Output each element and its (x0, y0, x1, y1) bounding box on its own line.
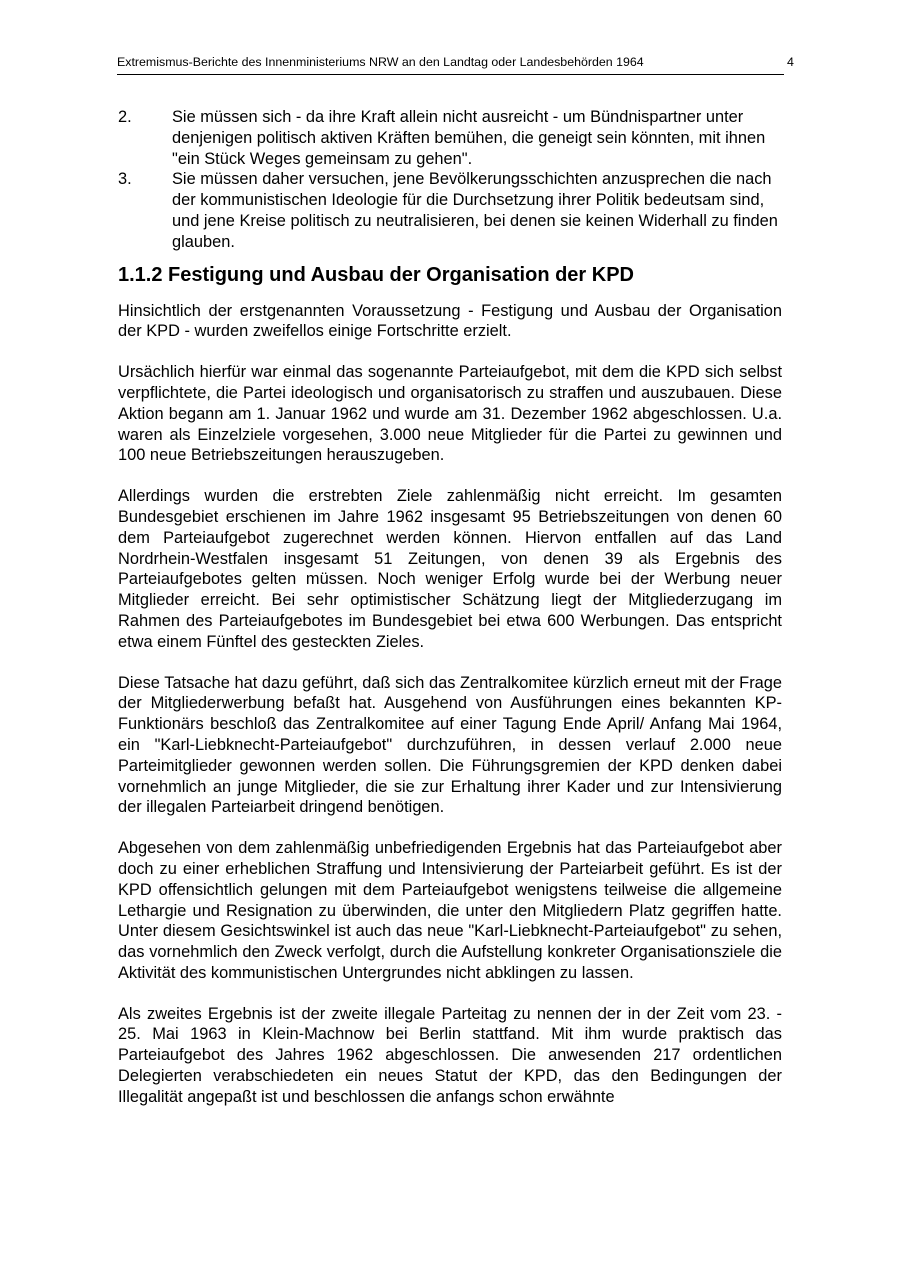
paragraph: Diese Tatsache hat dazu geführt, daß sich das Zentralkomitee kürzlich erneut mit der Frage der Mitgliederwerbung befaßt hat. Ausgehend von Ausführungen eines bekannten KP-Funktionärs beschloß das Zentralkomitee auf einer Tagung Ende April/ Anfang Mai 1964, ein "Karl-Liebknecht-Parteiaufgebot" durchzuführen, in dessen verlauf 2.000 neue Parteimitglieder gewonnen werden sollen. Die Führungsgremien der KPD denken dabei vornehmlich an junge Mitglieder, die sie zur Erhaltung ihrer Kader und zur Intensivierung der illegalen Parteiarbeit dringend benötigen. (118, 673, 782, 817)
paragraph: Ursächlich hierfür war einmal das sogenannte Parteiaufgebot, mit dem die KPD sich selbst verpflichtete, die Partei ideologisch und organisatorisch zu straffen und auszubauen. Diese Aktion begann am 1. Januar 1962 und wurde am 31. Dezember 1962 abgeschlossen. U.a. waren als Einzelziele vorgesehen, 3.000 neue Mitglieder für die Partei zu gewinnen und 100 neue Betriebszeitungen herauszugeben. (118, 363, 782, 465)
section-heading: 1.1.2 Festigung und Ausbau der Organisation der KPD (118, 263, 634, 286)
header-title: Extremismus-Berichte des Innenministeriums NRW an den Landtag oder Landesbehörden 1964 (117, 55, 644, 69)
list-item-number: 3. (118, 170, 132, 189)
main-content (118, 107, 782, 1128)
list-item (118, 169, 782, 252)
list-item-number: 2. (118, 108, 132, 126)
running-header (117, 54, 784, 75)
page-number: 4 (787, 55, 794, 69)
list-item-text: Sie müssen sich - da ihre Kraft allein nicht ausreicht - um Bündnispartner unter denjenigen politisch aktiven Kräften bemühen, die geneigt sein könnten, mit ihnen "ein Stück Weges gemeinsam zu gehen". (172, 108, 766, 168)
paragraph: Als zweites Ergebnis ist der zweite illegale Parteitag zu nennen der in der Zeit vom 23. - 25. Mai 1963 in Klein-Machnow bei Berlin stattfand. Mit ihm wurde praktisch das Parteiaufgebot des Jahres 1962 abgeschlossen. Die anwesenden 217 ordentlichen Delegierten verabschiedeten ein neues Statut der KPD, das den Bedingungen der Illegalität angepaßt ist und beschlossen die anfangs schon erwähnte (118, 1004, 782, 1106)
numbered-list (118, 107, 782, 253)
list-item (118, 107, 782, 169)
paragraph: Abgesehen von dem zahlenmäßig unbefriedigenden Ergebnis hat das Parteiaufgebot aber doch zu einer erheblichen Straffung und Intensivierung der Parteiarbeit geführt. Es ist der KPD offensichtlich gelungen mit dem Parteiaufgebot wenigstens teilweise die allgemeine Lethargie und Resignation zu überwinden, die unter den Mitgliedern Platz gegriffen hatte. Unter diesem Gesichtswinkel ist auch das neue "Karl-Liebknecht-Parteiaufgebot" zu sehen, das vornehmlich den Zweck verfolgt, durch die Aufstellung konkreter Organisationsziele die Aktivität des kommunistischen Untergrundes nicht abklingen zu lassen. (118, 839, 782, 982)
paragraph: Hinsichtlich der erstgenannten Voraussetzung - Festigung und Ausbau der Organisation der KPD - wurden zweifellos einige Fortschritte erzielt. (118, 301, 782, 341)
paragraph: Allerdings wurden die erstrebten Ziele zahlenmäßig nicht erreicht. Im gesamten Bundesgebiet erschienen im Jahre 1962 insgesamt 95 Betriebszeitungen von denen 60 dem Parteiaufgebot zugerechnet werden können. Hiervon entfallen auf das Land Nordrhein-Westfalen insgesamt 51 Zeitungen, von denen 39 als Ergebnis des Parteiaufgebotes gelten müssen. Noch weniger Erfolg wurde bei der Werbung neuer Mitglieder erreicht. Bei sehr optimistischer Schätzung liegt der Mitgliederzugang im Rahmen des Parteiaufgebotes im Bundesgebiet bei etwa 600 Werbungen. Das entspricht etwa einem Fünftel des gesteckten Zieles. (118, 487, 782, 651)
list-item-text: Sie müssen daher versuchen, jene Bevölkerungsschichten anzusprechen die nach der kommunistischen Ideologie für die Durchsetzung ihrer Politik bedeutsam sind, und jene Kreise politisch zu neutralisieren, bei denen sie keinen Widerhall zu finden glauben. (172, 170, 778, 251)
